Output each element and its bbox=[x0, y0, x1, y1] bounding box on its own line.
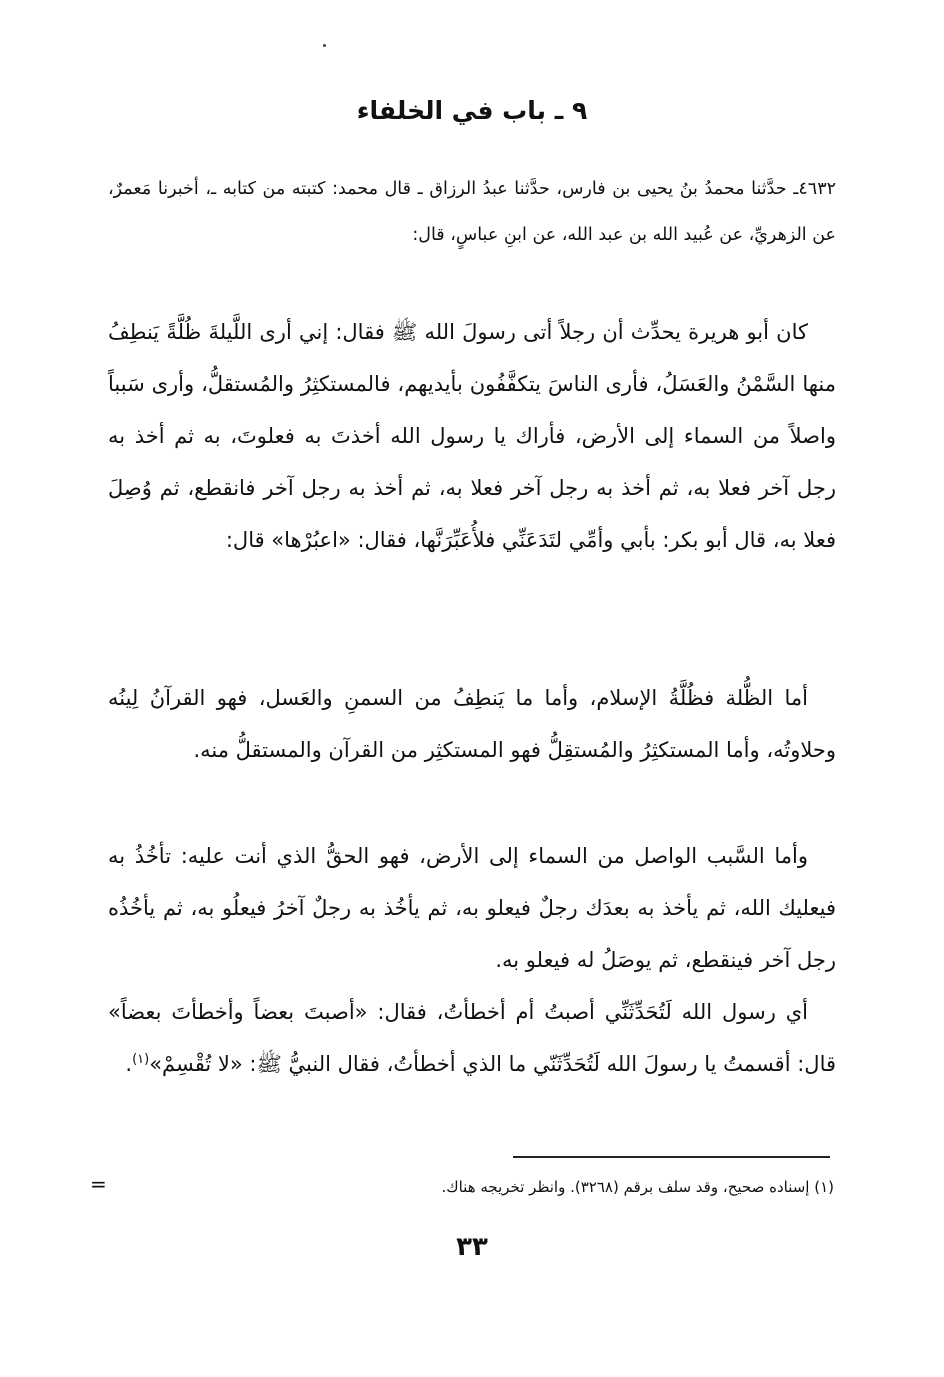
closing-period: . bbox=[125, 1052, 133, 1076]
paragraph-interpretation: أما الظُّلة فظُلَّةُ الإسلام، وأما ما يَنطِفُ من السمنِ والعَسل، فهو القرآنُ لِينُه وحلاوتُه، وأما المستكثِرُ والمُستقِلُّ فهو المستكثِر من القرآن والمستقلُّ منه. bbox=[108, 686, 836, 762]
footnote-reference[interactable]: (١) bbox=[132, 1052, 150, 1067]
footnote: (١) إسناده صحيح، وقد سلف برقم (٣٢٦٨). وانظر تخريجه هناك. bbox=[441, 1178, 834, 1196]
scan-speck bbox=[323, 44, 326, 47]
chapter-heading: ٩ ـ باب في الخلفاء bbox=[356, 96, 588, 125]
paragraph-oath-text: أي رسول الله لَتُحَدِّثَنِّي أصبتُ أم أخطأتُ، فقال: «أصبتَ بعضاً وأخطأتَ بعضاً» قال: أقسمتُ يا رسولَ الله لَتُحَدِّثَنّي ما الذي أخطأتُ، فقال النبيُّ ﷺ: «لا تُقْسِمْ» bbox=[108, 1000, 836, 1076]
hadith-isnad: ٤٦٣٢ـ حدَّثنا محمدُ بنُ يحيى بن فارس، حدَّثنا عبدُ الرزاق ـ قال محمد: كتبته من كتابه ـ، أخبرنا مَعمرٌ، عن الزهريِّ، عن عُبيد الله بن عبد الله، عن ابنِ عباسٍ، قال: bbox=[108, 179, 836, 245]
page-number: ٣٣ bbox=[456, 1232, 488, 1262]
paragraph-dream: كان أبو هريرة يحدِّث أن رجلاً أتى رسولَ الله ﷺ فقال: إني أرى اللَّيلةَ ظُلَّةً يَنطِفُ منها السَّمْنُ والعَسَلُ، فأرى الناسَ يتكفَّفُون بأيديهم، فالمستكثِرُ والمُستقلُّ، وأرى سَبباً واصلاً من السماء إلى الأرض، فأراك يا رسول الله أخذتَ به فعلوتَ، به ثم أخذ به رجل آخر فعلا به، ثم أخذ به رجل آخر فعلا به، ثم أخذ به رجل آخر فانقطع، ثم وُصِلَ فعلا به، قال أبو بكر: بأبي وأمِّي لتَدَعَنِّي فلأُعَبِّرَنَّها، فقال: «اعبُرْها» قال: bbox=[108, 320, 836, 552]
paragraph-oath bbox=[108, 986, 836, 1090]
continuation-mark: = bbox=[90, 1172, 107, 1196]
footnote-divider bbox=[513, 1156, 830, 1158]
paragraph-rope: وأما السَّبب الواصل من السماء إلى الأرض، فهو الحقُّ الذي أنت عليه: تأخُذُ به فيعليك الله، ثم يأخذ به بعدَك رجلٌ فيعلو به، ثم يأخُذ به رجلٌ آخرُ فيعلُو به، ثم يأخُذُه رجل آخر فينقطع، ثم يوصَلُ له فيعلو به. bbox=[108, 844, 836, 972]
